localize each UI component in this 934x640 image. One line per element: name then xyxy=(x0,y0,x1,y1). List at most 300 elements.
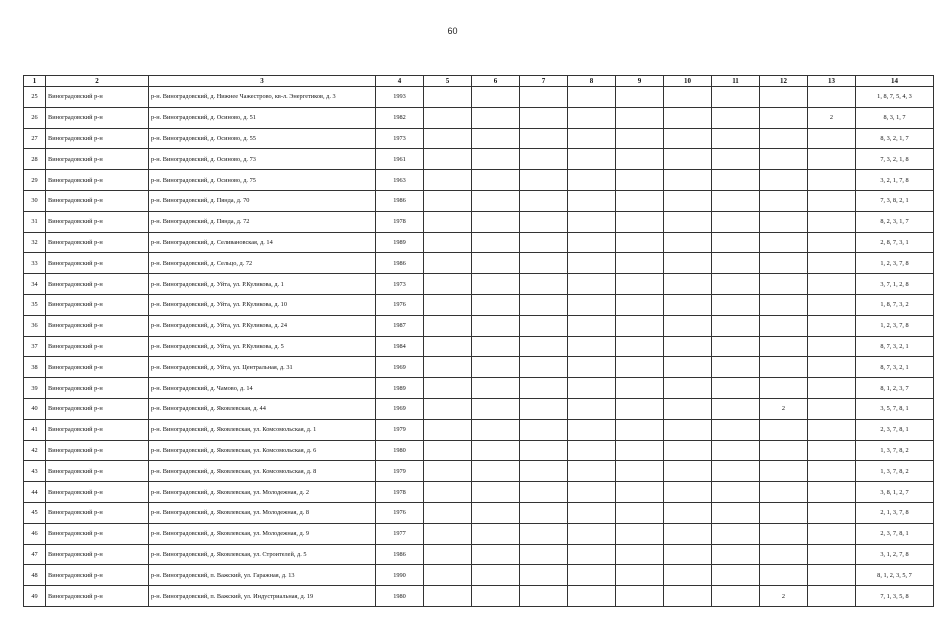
empty-cell xyxy=(616,232,664,253)
col12-cell xyxy=(760,128,808,149)
year-cell: 1984 xyxy=(376,336,424,357)
column-header: 4 xyxy=(376,76,424,87)
empty-cell xyxy=(712,586,760,607)
empty-cell xyxy=(520,357,568,378)
row-number-cell: 29 xyxy=(24,170,46,191)
empty-cell xyxy=(616,211,664,232)
col13-cell xyxy=(808,149,856,170)
empty-cell xyxy=(712,274,760,295)
empty-cell xyxy=(616,336,664,357)
empty-cell xyxy=(568,190,616,211)
district-cell: Виноградовский р-н xyxy=(46,357,149,378)
empty-cell xyxy=(568,170,616,191)
col13-cell xyxy=(808,398,856,419)
row-number-cell: 37 xyxy=(24,336,46,357)
address-cell: р-н. Виноградовский, д. Осиново, д. 73 xyxy=(149,149,376,170)
row-number-cell: 44 xyxy=(24,482,46,503)
district-cell: Виноградовский р-н xyxy=(46,232,149,253)
empty-cell xyxy=(424,274,472,295)
year-cell: 1973 xyxy=(376,128,424,149)
address-cell: р-н. Виноградовский, п. Важский, ул. Индустриальная, д. 19 xyxy=(149,586,376,607)
empty-cell xyxy=(424,190,472,211)
row-number-cell: 32 xyxy=(24,232,46,253)
empty-cell xyxy=(616,128,664,149)
col14-cell: 1, 8, 7, 5, 4, 3 xyxy=(856,87,934,108)
year-cell: 1978 xyxy=(376,211,424,232)
empty-cell xyxy=(712,232,760,253)
table-row xyxy=(24,378,934,399)
empty-cell xyxy=(520,565,568,586)
col12-cell xyxy=(760,253,808,274)
empty-cell xyxy=(616,586,664,607)
empty-cell xyxy=(616,482,664,503)
row-number-cell: 41 xyxy=(24,419,46,440)
address-cell: р-н. Виноградовский, п. Важский, ул. Гаражная, д. 13 xyxy=(149,565,376,586)
empty-cell xyxy=(520,315,568,336)
district-cell: Виноградовский р-н xyxy=(46,419,149,440)
address-cell: р-н. Виноградовский, д. Пянда, д. 72 xyxy=(149,211,376,232)
empty-cell xyxy=(568,253,616,274)
district-cell: Виноградовский р-н xyxy=(46,190,149,211)
empty-cell xyxy=(664,502,712,523)
district-cell: Виноградовский р-н xyxy=(46,502,149,523)
row-number-cell: 45 xyxy=(24,502,46,523)
row-number-cell: 48 xyxy=(24,565,46,586)
empty-cell xyxy=(424,378,472,399)
empty-cell xyxy=(664,461,712,482)
district-cell: Виноградовский р-н xyxy=(46,461,149,482)
empty-cell xyxy=(568,502,616,523)
table-row xyxy=(24,107,934,128)
year-cell: 1980 xyxy=(376,440,424,461)
district-cell: Виноградовский р-н xyxy=(46,523,149,544)
col14-cell: 3, 5, 7, 8, 1 xyxy=(856,398,934,419)
empty-cell xyxy=(520,294,568,315)
empty-cell xyxy=(568,565,616,586)
empty-cell xyxy=(568,523,616,544)
district-cell: Виноградовский р-н xyxy=(46,398,149,419)
year-cell: 1976 xyxy=(376,502,424,523)
col14-cell: 2, 1, 3, 7, 8 xyxy=(856,502,934,523)
col13-cell xyxy=(808,336,856,357)
empty-cell xyxy=(712,419,760,440)
empty-cell xyxy=(424,336,472,357)
empty-cell xyxy=(616,565,664,586)
col12-cell xyxy=(760,523,808,544)
table-row xyxy=(24,523,934,544)
empty-cell xyxy=(472,232,520,253)
year-cell: 1989 xyxy=(376,378,424,399)
col13-cell xyxy=(808,315,856,336)
empty-cell xyxy=(520,211,568,232)
empty-cell xyxy=(712,544,760,565)
empty-cell xyxy=(568,107,616,128)
row-number-cell: 33 xyxy=(24,253,46,274)
year-cell: 1989 xyxy=(376,232,424,253)
empty-cell xyxy=(568,232,616,253)
empty-cell xyxy=(568,149,616,170)
district-cell: Виноградовский р-н xyxy=(46,274,149,295)
col13-cell xyxy=(808,482,856,503)
empty-cell xyxy=(712,398,760,419)
empty-cell xyxy=(424,253,472,274)
district-cell: Виноградовский р-н xyxy=(46,128,149,149)
empty-cell xyxy=(472,128,520,149)
row-number-cell: 36 xyxy=(24,315,46,336)
district-cell: Виноградовский р-н xyxy=(46,315,149,336)
empty-cell xyxy=(616,523,664,544)
address-cell: р-н. Виноградовский, д. Уйта, ул. Р.Куликова, д. 24 xyxy=(149,315,376,336)
empty-cell xyxy=(472,586,520,607)
year-cell: 1973 xyxy=(376,274,424,295)
empty-cell xyxy=(616,461,664,482)
column-header: 14 xyxy=(856,76,934,87)
empty-cell xyxy=(568,586,616,607)
table-row xyxy=(24,315,934,336)
col12-cell xyxy=(760,565,808,586)
empty-cell xyxy=(664,274,712,295)
empty-cell xyxy=(616,149,664,170)
empty-cell xyxy=(568,211,616,232)
empty-cell xyxy=(424,544,472,565)
col14-cell: 8, 2, 3, 1, 7 xyxy=(856,211,934,232)
address-cell: р-н. Виноградовский, д. Пянда, д. 70 xyxy=(149,190,376,211)
empty-cell xyxy=(616,440,664,461)
empty-cell xyxy=(664,253,712,274)
empty-cell xyxy=(712,87,760,108)
col12-cell xyxy=(760,294,808,315)
empty-cell xyxy=(712,461,760,482)
col14-cell: 8, 7, 3, 2, 1 xyxy=(856,336,934,357)
empty-cell xyxy=(568,419,616,440)
empty-cell xyxy=(568,440,616,461)
empty-cell xyxy=(520,482,568,503)
empty-cell xyxy=(472,482,520,503)
empty-cell xyxy=(664,336,712,357)
empty-cell xyxy=(712,253,760,274)
district-cell: Виноградовский р-н xyxy=(46,87,149,108)
empty-cell xyxy=(568,87,616,108)
col12-cell xyxy=(760,440,808,461)
col12-cell xyxy=(760,149,808,170)
empty-cell xyxy=(568,357,616,378)
col12-cell xyxy=(760,461,808,482)
year-cell: 1961 xyxy=(376,149,424,170)
table-row xyxy=(24,398,934,419)
empty-cell xyxy=(520,190,568,211)
empty-cell xyxy=(424,586,472,607)
year-cell: 1986 xyxy=(376,253,424,274)
empty-cell xyxy=(664,544,712,565)
empty-cell xyxy=(520,149,568,170)
address-cell: р-н. Виноградовский, д. Яковлевская, ул. Молодежная, д. 8 xyxy=(149,502,376,523)
table-row xyxy=(24,502,934,523)
empty-cell xyxy=(520,502,568,523)
empty-cell xyxy=(568,336,616,357)
col14-cell: 3, 8, 1, 2, 7 xyxy=(856,482,934,503)
col14-cell: 1, 8, 7, 3, 2 xyxy=(856,294,934,315)
empty-cell xyxy=(424,502,472,523)
column-header: 3 xyxy=(149,76,376,87)
col14-cell: 1, 3, 7, 8, 2 xyxy=(856,440,934,461)
district-cell: Виноградовский р-н xyxy=(46,149,149,170)
col12-cell xyxy=(760,274,808,295)
row-number-cell: 43 xyxy=(24,461,46,482)
col12-cell xyxy=(760,419,808,440)
table-row xyxy=(24,294,934,315)
row-number-cell: 40 xyxy=(24,398,46,419)
empty-cell xyxy=(712,565,760,586)
row-number-cell: 25 xyxy=(24,87,46,108)
table-row xyxy=(24,336,934,357)
empty-cell xyxy=(472,357,520,378)
col12-cell xyxy=(760,378,808,399)
empty-cell xyxy=(712,523,760,544)
empty-cell xyxy=(568,294,616,315)
empty-cell xyxy=(664,128,712,149)
empty-cell xyxy=(424,315,472,336)
empty-cell xyxy=(664,378,712,399)
empty-cell xyxy=(664,398,712,419)
empty-cell xyxy=(472,378,520,399)
district-cell: Виноградовский р-н xyxy=(46,211,149,232)
address-cell: р-н. Виноградовский, д. Яковлевская, ул. Комсомольская, д. 6 xyxy=(149,440,376,461)
empty-cell xyxy=(472,149,520,170)
empty-cell xyxy=(424,482,472,503)
address-cell: р-н. Виноградовский, д. Уйта, ул. Р.Куликова, д. 10 xyxy=(149,294,376,315)
empty-cell xyxy=(424,149,472,170)
col12-cell: 2 xyxy=(760,586,808,607)
empty-cell xyxy=(568,128,616,149)
empty-cell xyxy=(712,170,760,191)
table-row xyxy=(24,586,934,607)
empty-cell xyxy=(520,336,568,357)
empty-cell xyxy=(616,378,664,399)
district-cell: Виноградовский р-н xyxy=(46,336,149,357)
address-cell: р-н. Виноградовский, д. Осиново, д. 51 xyxy=(149,107,376,128)
year-cell: 1993 xyxy=(376,87,424,108)
address-cell: р-н. Виноградовский, д. Осиново, д. 75 xyxy=(149,170,376,191)
col12-cell: 2 xyxy=(760,398,808,419)
col14-cell: 7, 3, 8, 2, 1 xyxy=(856,190,934,211)
empty-cell xyxy=(616,315,664,336)
empty-cell xyxy=(472,211,520,232)
empty-cell xyxy=(712,378,760,399)
col13-cell xyxy=(808,87,856,108)
empty-cell xyxy=(616,357,664,378)
col12-cell xyxy=(760,336,808,357)
table-row xyxy=(24,170,934,191)
row-number-cell: 34 xyxy=(24,274,46,295)
empty-cell xyxy=(712,211,760,232)
empty-cell xyxy=(616,419,664,440)
col13-cell: 2 xyxy=(808,107,856,128)
address-cell: р-н. Виноградовский, д. Яковлевская, ул. Комсомольская, д. 8 xyxy=(149,461,376,482)
empty-cell xyxy=(664,523,712,544)
district-cell: Виноградовский р-н xyxy=(46,544,149,565)
empty-cell xyxy=(520,87,568,108)
table-row xyxy=(24,128,934,149)
table-row xyxy=(24,211,934,232)
column-header: 1 xyxy=(24,76,46,87)
empty-cell xyxy=(472,461,520,482)
empty-cell xyxy=(472,544,520,565)
empty-cell xyxy=(664,190,712,211)
empty-cell xyxy=(472,87,520,108)
col13-cell xyxy=(808,211,856,232)
empty-cell xyxy=(424,107,472,128)
row-number-cell: 49 xyxy=(24,586,46,607)
col12-cell xyxy=(760,544,808,565)
empty-cell xyxy=(616,398,664,419)
col13-cell xyxy=(808,502,856,523)
empty-cell xyxy=(664,170,712,191)
year-cell: 1980 xyxy=(376,586,424,607)
district-cell: Виноградовский р-н xyxy=(46,565,149,586)
empty-cell xyxy=(616,294,664,315)
empty-cell xyxy=(520,378,568,399)
empty-cell xyxy=(424,87,472,108)
empty-cell xyxy=(472,170,520,191)
empty-cell xyxy=(616,87,664,108)
year-cell: 1986 xyxy=(376,544,424,565)
col14-cell: 8, 1, 2, 3, 5, 7 xyxy=(856,565,934,586)
table-row xyxy=(24,565,934,586)
empty-cell xyxy=(424,440,472,461)
empty-cell xyxy=(520,128,568,149)
table-row xyxy=(24,419,934,440)
address-cell: р-н. Виноградовский, д. Яковлевская, ул. Строителей, д. 5 xyxy=(149,544,376,565)
col14-cell: 8, 7, 3, 2, 1 xyxy=(856,357,934,378)
empty-cell xyxy=(568,461,616,482)
empty-cell xyxy=(712,107,760,128)
empty-cell xyxy=(520,586,568,607)
empty-cell xyxy=(664,149,712,170)
col12-cell xyxy=(760,357,808,378)
district-cell: Виноградовский р-н xyxy=(46,378,149,399)
table-row xyxy=(24,149,934,170)
empty-cell xyxy=(520,107,568,128)
row-number-cell: 39 xyxy=(24,378,46,399)
column-header: 5 xyxy=(424,76,472,87)
empty-cell xyxy=(712,149,760,170)
district-cell: Виноградовский р-н xyxy=(46,253,149,274)
row-number-cell: 38 xyxy=(24,357,46,378)
row-number-cell: 35 xyxy=(24,294,46,315)
address-cell: р-н. Виноградовский, д. Сельцо, д. 72 xyxy=(149,253,376,274)
empty-cell xyxy=(664,586,712,607)
empty-cell xyxy=(472,502,520,523)
address-cell: р-н. Виноградовский, д. Уйта, ул. Р.Куликова, д. 5 xyxy=(149,336,376,357)
col12-cell xyxy=(760,190,808,211)
empty-cell xyxy=(424,565,472,586)
empty-cell xyxy=(664,294,712,315)
empty-cell xyxy=(568,378,616,399)
row-number-cell: 42 xyxy=(24,440,46,461)
empty-cell xyxy=(472,523,520,544)
col13-cell xyxy=(808,294,856,315)
table-row xyxy=(24,232,934,253)
col13-cell xyxy=(808,461,856,482)
year-cell: 1978 xyxy=(376,482,424,503)
empty-cell xyxy=(520,523,568,544)
empty-cell xyxy=(472,190,520,211)
empty-cell xyxy=(568,398,616,419)
year-cell: 1977 xyxy=(376,523,424,544)
year-cell: 1976 xyxy=(376,294,424,315)
empty-cell xyxy=(424,398,472,419)
empty-cell xyxy=(712,294,760,315)
empty-cell xyxy=(424,357,472,378)
empty-cell xyxy=(472,440,520,461)
col13-cell xyxy=(808,419,856,440)
row-number-cell: 27 xyxy=(24,128,46,149)
row-number-cell: 30 xyxy=(24,190,46,211)
empty-cell xyxy=(712,315,760,336)
table-row xyxy=(24,190,934,211)
col12-cell xyxy=(760,87,808,108)
empty-cell xyxy=(664,482,712,503)
row-number-cell: 46 xyxy=(24,523,46,544)
empty-cell xyxy=(664,440,712,461)
empty-cell xyxy=(472,336,520,357)
empty-cell xyxy=(424,523,472,544)
year-cell: 1982 xyxy=(376,107,424,128)
table-row xyxy=(24,544,934,565)
col14-cell: 2, 3, 7, 8, 1 xyxy=(856,523,934,544)
table-row xyxy=(24,461,934,482)
empty-cell xyxy=(520,253,568,274)
district-cell: Виноградовский р-н xyxy=(46,170,149,191)
empty-cell xyxy=(616,253,664,274)
empty-cell xyxy=(664,357,712,378)
address-cell: р-н. Виноградовский, д. Яковлевская, ул. Комсомольская, д. 1 xyxy=(149,419,376,440)
empty-cell xyxy=(664,565,712,586)
col14-cell: 2, 8, 7, 3, 1 xyxy=(856,232,934,253)
col14-cell: 8, 1, 2, 3, 7 xyxy=(856,378,934,399)
table-row xyxy=(24,482,934,503)
col14-cell: 3, 1, 2, 7, 8 xyxy=(856,544,934,565)
header-row xyxy=(24,76,934,87)
empty-cell xyxy=(472,398,520,419)
district-cell: Виноградовский р-н xyxy=(46,294,149,315)
column-header: 11 xyxy=(712,76,760,87)
empty-cell xyxy=(664,315,712,336)
col14-cell: 2, 3, 7, 8, 1 xyxy=(856,419,934,440)
district-cell: Виноградовский р-н xyxy=(46,482,149,503)
year-cell: 1990 xyxy=(376,565,424,586)
empty-cell xyxy=(472,419,520,440)
empty-cell xyxy=(424,211,472,232)
empty-cell xyxy=(472,565,520,586)
empty-cell xyxy=(520,398,568,419)
empty-cell xyxy=(664,232,712,253)
year-cell: 1986 xyxy=(376,190,424,211)
table-row xyxy=(24,87,934,108)
year-cell: 1979 xyxy=(376,461,424,482)
district-cell: Виноградовский р-н xyxy=(46,586,149,607)
address-cell: р-н. Виноградовский, д. Селивановская, д. 14 xyxy=(149,232,376,253)
empty-cell xyxy=(664,419,712,440)
empty-cell xyxy=(520,440,568,461)
address-cell: р-н. Виноградовский, д. Уйта, ул. Р.Куликова, д. 1 xyxy=(149,274,376,295)
empty-cell xyxy=(616,544,664,565)
empty-cell xyxy=(520,274,568,295)
table-row xyxy=(24,274,934,295)
empty-cell xyxy=(424,170,472,191)
col14-cell: 1, 2, 3, 7, 8 xyxy=(856,315,934,336)
col13-cell xyxy=(808,523,856,544)
